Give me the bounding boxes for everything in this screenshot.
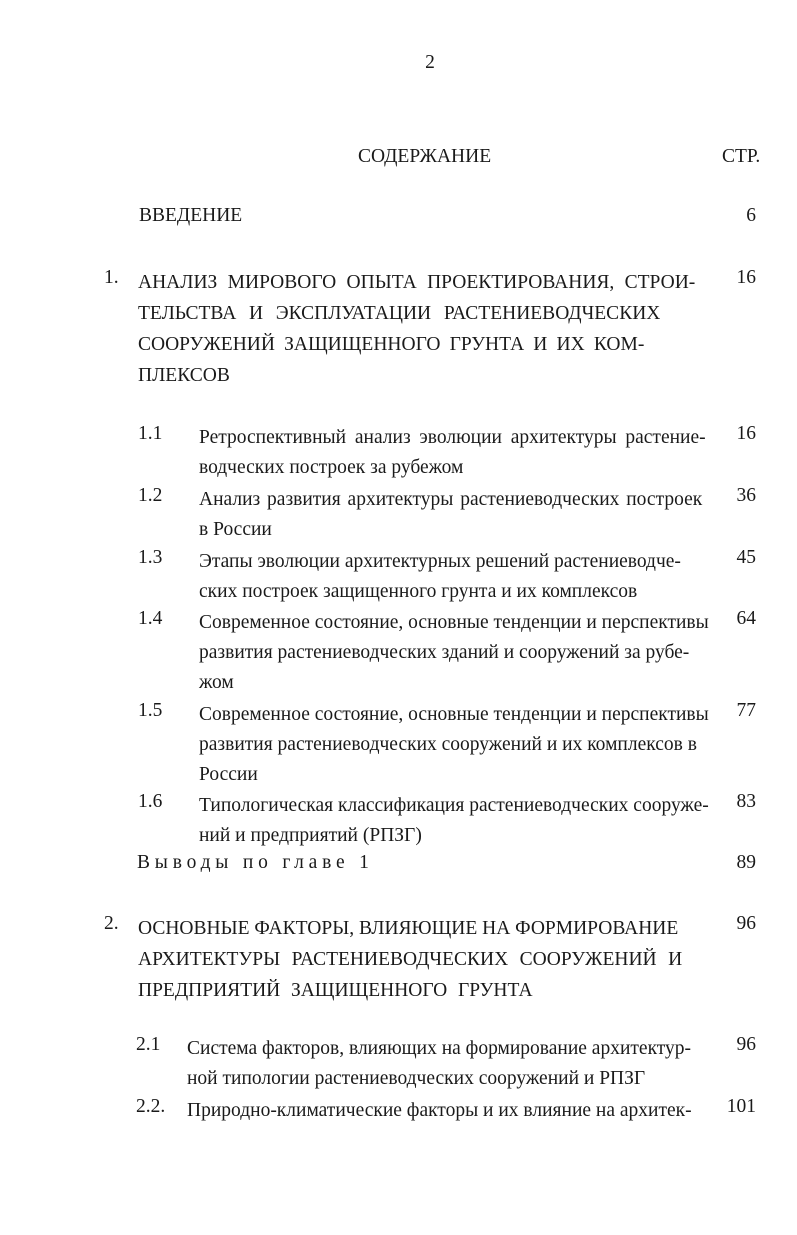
section-title-line: России	[199, 764, 258, 785]
section-1-1-number: 1.1	[138, 423, 163, 444]
chapter-1-conclusion: Выводы по главе 1	[137, 852, 374, 873]
section-1-6-title	[199, 791, 709, 851]
section-title-line: в России	[199, 519, 272, 540]
section-1-2-number: 1.2	[138, 485, 163, 506]
section-1-4-title	[199, 608, 709, 698]
section-1-3-page: 45	[736, 547, 756, 568]
chapter-1-title	[138, 267, 695, 391]
toc-page-introduction: 6	[746, 205, 756, 226]
section-title-line: ских построек защищенного грунта и их комплексов	[199, 581, 638, 602]
chapter-1-title-line: ПЛЕКСОВ	[138, 365, 230, 386]
chapter-1-page: 16	[736, 267, 756, 288]
section-1-1-title	[199, 423, 706, 483]
chapter-2-title-line: АРХИТЕКТУРЫ РАСТЕНИЕВОДЧЕСКИХ СООРУЖЕНИЙ И	[138, 949, 683, 970]
toc-entry-introduction: ВВЕДЕНИЕ	[139, 205, 243, 226]
section-2-2-title	[187, 1096, 692, 1126]
chapter-2-title-line: ОСНОВНЫЕ ФАКТОРЫ, ВЛИЯЮЩИЕ НА ФОРМИРОВАНИЕ	[138, 918, 679, 939]
section-title-line: развития растениеводческих зданий и сооружений за рубе-	[199, 642, 690, 663]
section-1-6-page: 83	[736, 791, 756, 812]
chapter-2-title-line: ПРЕДПРИЯТИЙ ЗАЩИЩЕННОГО ГРУНТА	[138, 980, 533, 1001]
section-title-line: Современное состояние, основные тенденции и перспективы	[199, 612, 709, 633]
section-1-2-page: 36	[736, 485, 756, 506]
section-1-3-number: 1.3	[138, 547, 163, 568]
section-2-1-number: 2.1	[136, 1034, 161, 1055]
chapter-1-title-line: ТЕЛЬСТВА И ЭКСПЛУАТАЦИИ РАСТЕНИЕВОДЧЕСКИХ	[138, 303, 661, 324]
chapter-2-title	[138, 913, 682, 1006]
chapter-2-number: 2.	[104, 913, 119, 934]
section-2-2-number: 2.2.	[136, 1096, 166, 1117]
section-title-line: жом	[199, 672, 234, 693]
section-title-line: Ретроспективный анализ эволюции архитектуры растение-	[199, 427, 706, 448]
section-title-line: водческих построек за рубежом	[199, 457, 464, 478]
section-1-5-number: 1.5	[138, 700, 163, 721]
section-title-line: ний и предприятий (РПЗГ)	[199, 825, 422, 846]
section-title-line: Система факторов, влияющих на формирование архитектур-	[187, 1038, 692, 1059]
chapter-1-title-line: СООРУЖЕНИЙ ЗАЩИЩЕННОГО ГРУНТА И ИХ КОМ-	[138, 334, 645, 355]
section-1-4-page: 64	[736, 608, 756, 629]
toc-title: СОДЕРЖАНИЕ	[358, 146, 492, 167]
section-1-3-title	[199, 547, 681, 607]
chapter-1-title-line: АНАЛИЗ МИРОВОГО ОПЫТА ПРОЕКТИРОВАНИЯ, СТРОИ-	[138, 272, 696, 293]
section-title-line: Современное состояние, основные тенденции и перспективы	[199, 704, 709, 725]
section-1-2-title	[199, 485, 702, 545]
section-2-1-title	[187, 1034, 691, 1094]
section-title-line: развития растениеводческих сооружений и их комплексов в	[199, 734, 697, 755]
chapter-1-conclusion-page: 89	[736, 852, 756, 873]
section-1-5-title	[199, 700, 709, 790]
page-column-title: СТР.	[722, 146, 761, 167]
section-title-line: Анализ развития архитектуры растениеводческих построек	[199, 489, 703, 510]
section-1-4-number: 1.4	[138, 608, 163, 629]
section-1-6-number: 1.6	[138, 791, 163, 812]
chapter-2-page: 96	[736, 913, 756, 934]
section-1-1-page: 16	[736, 423, 756, 444]
section-title-line: Этапы эволюции архитектурных решений растениеводче-	[199, 551, 681, 572]
chapter-1-number: 1.	[104, 267, 119, 288]
section-2-1-page: 96	[736, 1034, 756, 1055]
section-title-line: ной типологии растениеводческих сооружений и РПЗГ	[187, 1068, 646, 1089]
section-1-5-page: 77	[736, 700, 756, 721]
section-title-line: Природно-климатические факторы и их влияние на архитек-	[187, 1100, 692, 1121]
section-2-2-page: 101	[726, 1096, 756, 1117]
page-number: 2	[425, 52, 435, 73]
section-title-line: Типологическая классификация растениеводческих сооруже-	[199, 795, 709, 816]
